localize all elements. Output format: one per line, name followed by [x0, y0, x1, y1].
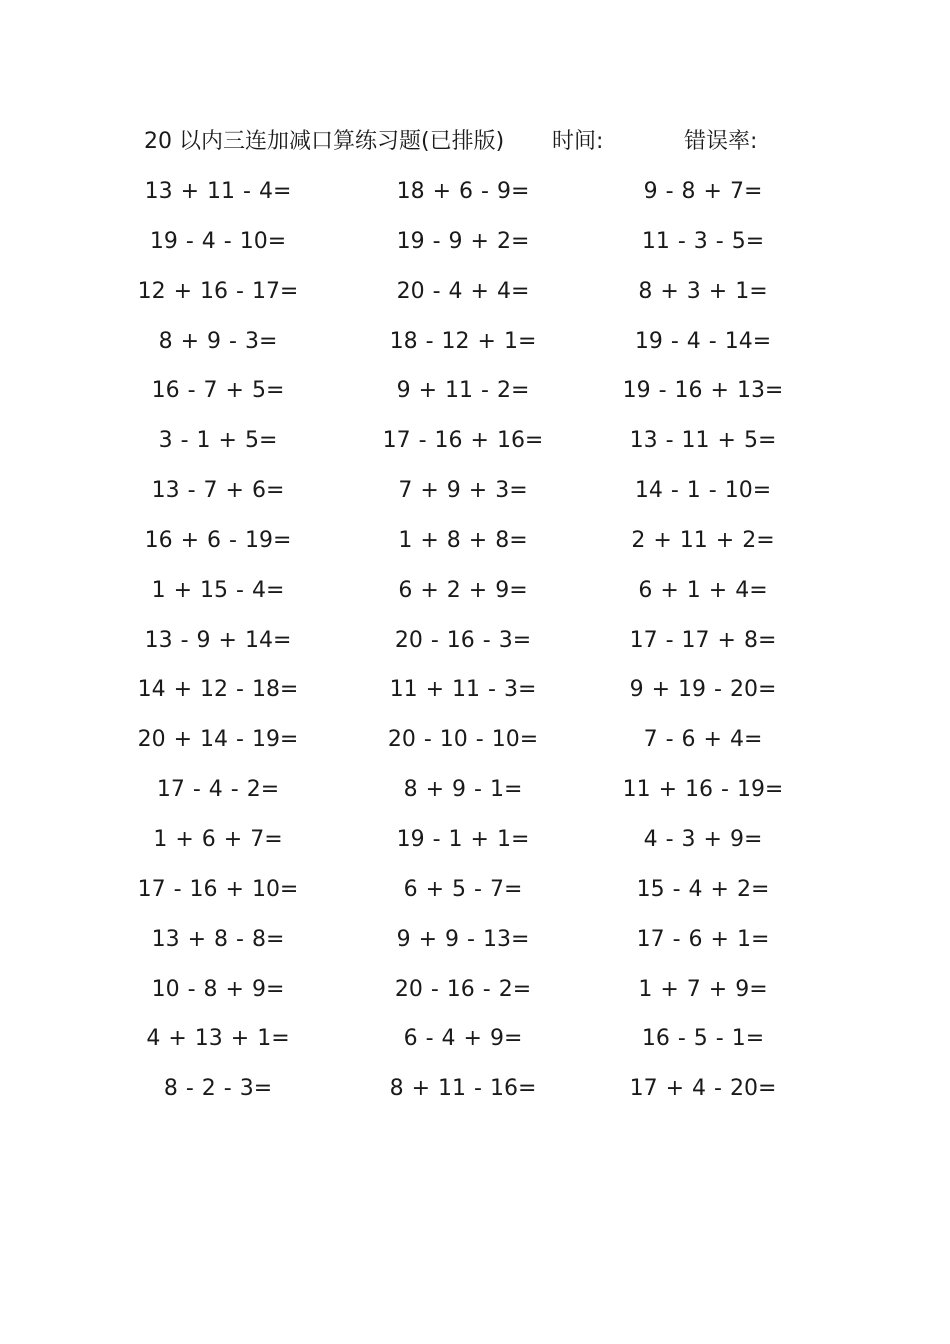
math-problem: 16 - 5 - 1= [641, 1026, 765, 1052]
math-problem: 8 + 11 - 16= [389, 1076, 537, 1102]
worksheet-title: 20 以内三连加减口算练习题(已排版) [144, 129, 505, 154]
math-problem: 16 - 7 + 5= [151, 378, 285, 404]
math-problem: 8 + 3 + 1= [638, 278, 768, 304]
math-problem: 17 - 17 + 8= [629, 627, 777, 653]
math-problem: 9 + 11 - 2= [396, 378, 530, 404]
math-problem: 11 + 11 - 3= [389, 677, 537, 703]
math-problem: 14 - 1 - 10= [634, 478, 772, 504]
math-problem: 18 + 6 - 9= [396, 179, 530, 204]
problem-row [0, 621, 950, 671]
problem-row [0, 322, 950, 372]
math-problem: 17 - 4 - 2= [156, 777, 280, 803]
problem-row [0, 571, 950, 621]
math-problem: 10 - 8 + 9= [151, 976, 285, 1002]
math-problem: 4 - 3 + 9= [643, 826, 763, 852]
math-problem: 4 + 13 + 1= [146, 1026, 290, 1052]
problem-row [0, 521, 950, 571]
error-rate-label: 错误率: [684, 129, 758, 154]
math-problem: 19 - 4 - 14= [634, 328, 772, 354]
math-problem: 17 - 6 + 1= [636, 926, 770, 952]
problem-row [0, 920, 950, 970]
math-problem: 6 + 5 - 7= [403, 876, 523, 902]
time-label: 时间: [552, 129, 604, 154]
math-problem: 19 - 4 - 10= [149, 228, 287, 254]
math-problem: 13 - 11 + 5= [629, 428, 777, 454]
math-problem: 20 - 16 - 3= [394, 627, 532, 653]
math-problem: 17 - 16 + 10= [137, 876, 299, 902]
math-problem: 7 - 6 + 4= [643, 727, 763, 753]
math-problem: 8 - 2 - 3= [163, 1076, 273, 1102]
math-problem: 6 - 4 + 9= [403, 1026, 523, 1052]
math-problem: 20 + 14 - 19= [137, 727, 299, 753]
math-problem: 16 + 6 - 19= [144, 527, 292, 553]
problem-row [0, 770, 950, 820]
problem-row [0, 1069, 950, 1119]
math-problem: 20 - 16 - 2= [394, 976, 532, 1002]
math-problem: 6 + 1 + 4= [638, 577, 768, 603]
problem-row [0, 272, 950, 322]
math-problem: 2 + 11 + 2= [631, 527, 775, 553]
problem-row [0, 421, 950, 471]
math-problem: 1 + 8 + 8= [398, 527, 528, 553]
math-problem: 6 + 2 + 9= [398, 577, 528, 603]
worksheet-header [0, 124, 950, 160]
math-problem: 1 + 15 - 4= [151, 577, 285, 603]
math-problem: 19 - 9 + 2= [396, 228, 530, 254]
math-problem: 13 + 11 - 4= [144, 179, 292, 204]
math-problem: 13 - 9 + 14= [144, 627, 292, 653]
math-problem: 15 - 4 + 2= [636, 876, 770, 902]
math-problem: 12 + 16 - 17= [137, 278, 299, 304]
problem-grid [0, 172, 950, 1119]
math-problem: 9 + 9 - 13= [396, 926, 530, 952]
math-problem: 1 + 7 + 9= [638, 976, 768, 1002]
math-problem: 9 - 8 + 7= [643, 179, 763, 204]
math-problem: 11 + 16 - 19= [622, 777, 784, 803]
math-problem: 19 - 16 + 13= [622, 378, 784, 404]
problem-row [0, 172, 950, 222]
problem-row [0, 471, 950, 521]
math-problem: 3 - 1 + 5= [158, 428, 278, 454]
math-problem: 13 - 7 + 6= [151, 478, 285, 504]
math-problem: 8 + 9 - 3= [158, 328, 278, 354]
math-problem: 17 - 16 + 16= [382, 428, 544, 454]
math-problem: 18 - 12 + 1= [389, 328, 537, 354]
problem-row [0, 222, 950, 272]
math-problem: 9 + 19 - 20= [629, 677, 777, 703]
math-problem: 13 + 8 - 8= [151, 926, 285, 952]
math-problem: 8 + 9 - 1= [403, 777, 523, 803]
problem-row [0, 970, 950, 1020]
problem-row [0, 371, 950, 421]
problem-row [0, 720, 950, 770]
math-problem: 14 + 12 - 18= [137, 677, 299, 703]
problem-row [0, 870, 950, 920]
math-problem: 1 + 6 + 7= [153, 826, 283, 852]
math-problem: 17 + 4 - 20= [629, 1076, 777, 1102]
math-problem: 19 - 1 + 1= [396, 826, 530, 852]
problem-row [0, 670, 950, 720]
math-problem: 11 - 3 - 5= [641, 228, 765, 254]
math-problem: 20 - 10 - 10= [387, 727, 539, 753]
problem-row [0, 820, 950, 870]
math-problem: 20 - 4 + 4= [396, 278, 530, 304]
problem-row [0, 1019, 950, 1069]
math-problem: 7 + 9 + 3= [398, 478, 528, 504]
